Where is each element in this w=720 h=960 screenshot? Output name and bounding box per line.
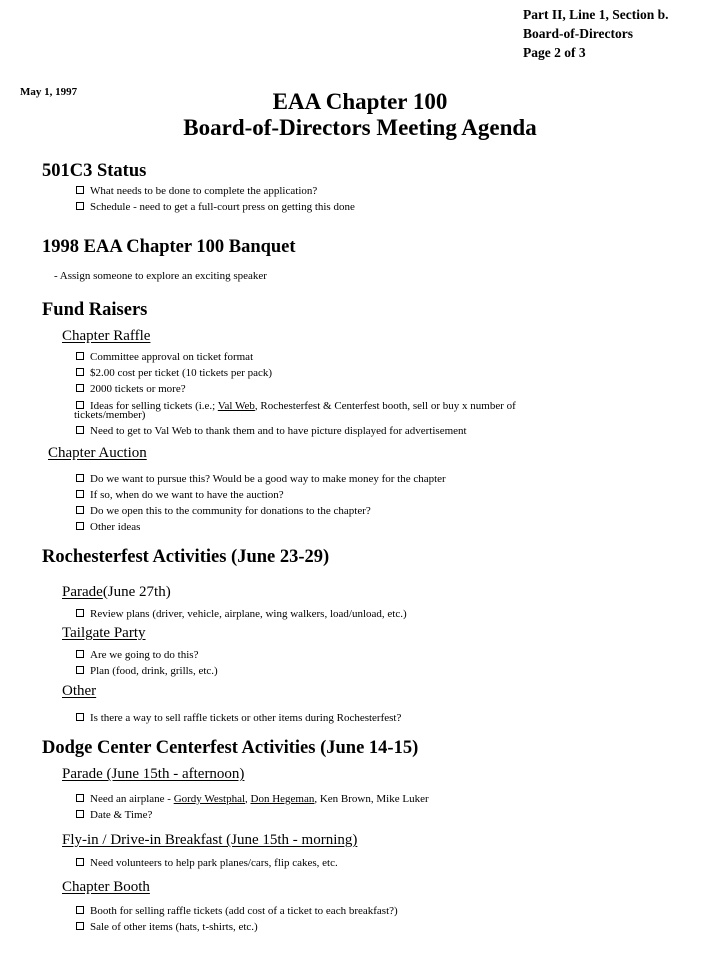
document-date: May 1, 1997 [20, 86, 78, 98]
subheading-chapter-booth: Chapter Booth [62, 879, 150, 895]
checkbox-icon [76, 490, 84, 498]
subheading-other: Other [62, 683, 97, 699]
section-heading-dodge-center: Dodge Center Centerfest Activities (June 14-15) [42, 738, 419, 758]
checkbox-icon [76, 609, 84, 617]
subheading-chapter-raffle: Chapter Raffle [62, 328, 151, 344]
checkbox-icon [76, 186, 84, 194]
checkbox-icon [76, 666, 84, 674]
checkbox-icon [76, 352, 84, 360]
section-heading-501c3: 501C3 Status [42, 161, 147, 181]
subheading-fly-in-breakfast: Fly-in / Drive-in Breakfast (June 15th - morning) [62, 832, 358, 848]
list-item: Need an airplane - Gordy Westphal, Don Hegeman, Ken Brown, Mike Luker [76, 792, 429, 806]
list-item-wrap: tickets/member) [74, 409, 146, 421]
list-item: Do we open this to the community for donations to the chapter? [76, 504, 371, 518]
list-item: What needs to be done to complete the application? [76, 184, 317, 198]
list-item: $2.00 cost per ticket (10 tickets per pack) [76, 366, 272, 380]
checkbox-icon [76, 650, 84, 658]
list-item: Plan (food, drink, grills, etc.) [76, 664, 218, 678]
title-line-1: EAA Chapter 100 [272, 89, 448, 114]
checkbox-icon [76, 474, 84, 482]
subheading-tailgate-party: Tailgate Party [62, 625, 146, 641]
link-val-web: Val Web [217, 400, 255, 412]
list-item: Are we going to do this? [76, 648, 198, 662]
checkbox-icon [76, 368, 84, 376]
section-heading-fund-raisers: Fund Raisers [42, 300, 148, 320]
list-item: Other ideas [76, 520, 140, 534]
list-item: Committee approval on ticket format [76, 350, 253, 364]
subheading-parade-june-15: Parade (June 15th - afternoon) [62, 766, 245, 782]
checkbox-icon [76, 384, 84, 392]
header-section-ref: Part II, Line 1, Section b. [523, 7, 669, 22]
name-gordy-westphal: Gordy Westphal [173, 793, 246, 805]
list-item: Need volunteers to help park planes/cars, flip cakes, etc. [76, 856, 338, 870]
title-line-2: Board-of-Directors Meeting Agenda [183, 115, 537, 140]
section-heading-rochesterfest: Rochesterfest Activities (June 23-29) [42, 547, 330, 567]
checkbox-icon [76, 202, 84, 210]
list-item: Review plans (driver, vehicle, airplane, wing walkers, load/unload, etc.) [76, 607, 407, 621]
checkbox-icon [76, 506, 84, 514]
header-page-number: Page 2 of 3 [523, 45, 586, 60]
list-item: Booth for selling raffle tickets (add cost of a ticket to each breakfast?) [76, 904, 398, 918]
list-item: Schedule - need to get a full-court press on getting this done [76, 200, 355, 214]
checkbox-icon [76, 922, 84, 930]
list-item: Is there a way to sell raffle tickets or other items during Rochesterfest? [76, 711, 401, 725]
list-item: - Assign someone to explore an exciting speaker [54, 270, 267, 282]
checkbox-icon [76, 426, 84, 434]
list-item: Sale of other items (hats, t-shirts, etc.) [76, 920, 258, 934]
list-item: 2000 tickets or more? [76, 382, 186, 396]
subheading-chapter-auction: Chapter Auction [48, 445, 147, 461]
list-item: Ideas for selling tickets (i.e.; Val Web, Rochesterfest & Centerfest booth, sell or buy x number of [76, 399, 516, 413]
header-document-name: Board-of-Directors [523, 26, 633, 41]
list-item: Date & Time? [76, 808, 152, 822]
list-item: Need to get to Val Web to thank them and to have picture displayed for advertisement [76, 424, 467, 438]
subheading-parade: Parade(June 27th) [62, 584, 171, 600]
checkbox-icon [76, 858, 84, 866]
checkbox-icon [76, 522, 84, 530]
name-don-hegeman: Don Hegeman [250, 793, 315, 805]
checkbox-icon [76, 906, 84, 914]
section-heading-banquet: 1998 EAA Chapter 100 Banquet [42, 237, 296, 257]
checkbox-icon [76, 810, 84, 818]
checkbox-icon [76, 794, 84, 802]
list-item: Do we want to pursue this? Would be a good way to make money for the chapter [76, 472, 446, 486]
checkbox-icon [76, 713, 84, 721]
list-item: If so, when do we want to have the auction? [76, 488, 284, 502]
